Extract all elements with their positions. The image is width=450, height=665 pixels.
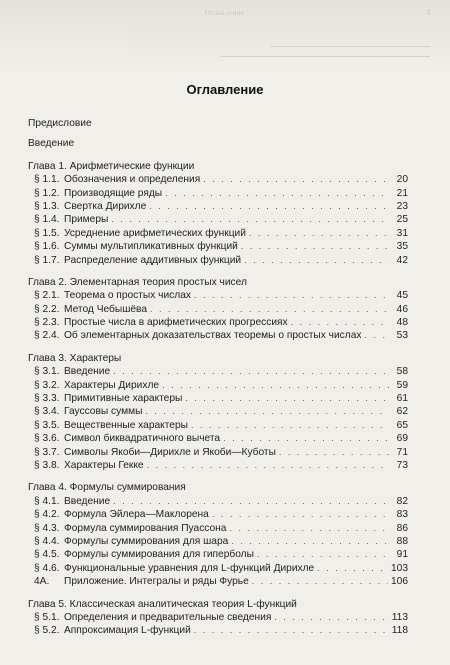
section-number: § 4.1.: [34, 495, 60, 507]
bleed-through-area: [0, 0, 450, 70]
toc-entry: [28, 317, 408, 330]
section-title: Введение: [64, 495, 111, 507]
page-number: 21: [396, 187, 408, 199]
page-number: 20: [396, 174, 408, 186]
front-matter-entry: [28, 118, 408, 131]
section-number: § 5.1.: [34, 611, 60, 623]
section-title: Формула суммирования Пуассона: [64, 522, 227, 534]
toc-entry: [28, 563, 408, 576]
toc-entry: [28, 549, 408, 562]
section-label: [34, 576, 249, 587]
chapter-title: Глава 1. Арифметические функции: [28, 160, 195, 172]
page-number: 118: [391, 625, 408, 637]
page-number: 65: [396, 419, 408, 431]
section-number: § 2.1.: [34, 290, 60, 302]
section-number: § 1.5.: [34, 227, 60, 239]
page-number: 48: [396, 317, 408, 329]
toc-entry: [28, 612, 408, 625]
toc-entry: [28, 536, 408, 549]
section-label: [34, 241, 238, 252]
section-title: Распределение аддитивных функций: [64, 254, 242, 266]
page-number: 59: [396, 379, 408, 391]
section-label: [34, 174, 200, 185]
toc-entry: [28, 576, 408, 589]
section-label: [34, 509, 209, 520]
chapter-title: Глава 5. Классическая аналитическая теория L-функций: [28, 598, 297, 610]
section-label: [34, 460, 144, 471]
section-number: § 2.3.: [34, 317, 60, 329]
spacer: [28, 152, 408, 161]
section-number: § 4.4.: [34, 535, 60, 547]
section-label: [34, 188, 162, 199]
section-label: [34, 406, 142, 417]
toc-entry: [28, 509, 408, 522]
page-number: 25: [396, 214, 408, 226]
dot-leader: [249, 228, 389, 238]
spacer: [28, 639, 408, 648]
chapter-title: Глава 4. Формулы суммирования: [28, 482, 186, 494]
toc-entry: [28, 625, 408, 638]
section-title: Примитивные характеры: [64, 393, 183, 405]
section-title: Обозначения и определения: [64, 174, 201, 186]
section-label: [34, 201, 146, 212]
section-title: Производящие ряды: [64, 187, 163, 199]
section-number: 4A.: [34, 576, 50, 588]
section-number: § 1.2.: [34, 187, 60, 199]
chapter-heading: [28, 161, 408, 174]
page-number: 58: [396, 366, 408, 378]
section-title: Формула Эйлера—Маклорена: [64, 509, 209, 521]
section-label: [34, 228, 246, 239]
section-title: Теорема о простых числах: [64, 290, 191, 302]
section-title: Об элементарных доказательствах теоремы о простых числах: [64, 330, 362, 342]
section-number: § 3.5.: [34, 419, 60, 431]
section-label: [34, 625, 191, 636]
section-label: [34, 523, 226, 534]
dot-leader: [244, 255, 389, 265]
bleed-line: [270, 46, 430, 47]
dot-leader: [149, 201, 389, 211]
section-title: Символ биквадратичного вычета: [64, 433, 221, 445]
dot-leader: [165, 188, 389, 198]
section-label: [34, 393, 182, 404]
section-title: Свертка Дирихле: [64, 200, 147, 212]
section-label: [34, 549, 254, 560]
toc-entry: [28, 366, 408, 379]
dot-leader: [257, 549, 389, 559]
section-title: Формулы суммирования для шара: [64, 535, 229, 547]
toc-entry: [28, 330, 408, 343]
dot-leader: [194, 625, 389, 635]
section-label: [34, 255, 241, 266]
section-title: Символы Якоби—Дирихле и Якоби—Куботы: [64, 446, 276, 458]
toc-entry: [28, 255, 408, 268]
page-number: 88: [396, 535, 408, 547]
chapter-title: Глава 3. Характеры: [28, 352, 122, 364]
section-number: § 3.6.: [34, 433, 60, 445]
page-number: 45: [396, 290, 408, 302]
chapter-heading: [28, 353, 408, 366]
toc-entry: [28, 523, 408, 536]
section-number: § 3.8.: [34, 459, 60, 471]
section-title: Гауссовы суммы: [64, 406, 143, 418]
toc-entry: [28, 447, 408, 460]
toc-entry: [28, 496, 408, 509]
toc-entry: [28, 460, 408, 473]
section-number: § 4.6.: [34, 562, 60, 574]
section-number: § 2.4.: [34, 330, 60, 342]
section-label: [34, 304, 147, 315]
dot-leader: [185, 393, 389, 403]
section-number: § 1.3.: [34, 200, 60, 212]
section-title: Аппроксимация L-функций: [64, 625, 191, 637]
section-title: Характеры Гекке: [64, 459, 144, 471]
dot-leader: [150, 304, 389, 314]
section-label: [34, 330, 361, 341]
section-title: Примеры: [64, 214, 109, 226]
section-title: Функциональные уравнения для L-функций Дирихле: [64, 562, 315, 574]
toc-entry: [28, 290, 408, 303]
page-number: 69: [396, 433, 408, 445]
page-number: 23: [396, 200, 408, 212]
section-number: § 1.6.: [34, 241, 60, 253]
section-label: [34, 420, 188, 431]
page-number: 62: [396, 406, 408, 418]
section-title: Формулы суммирования для гиперболы: [64, 549, 254, 561]
page-number: 82: [396, 495, 408, 507]
spacer: [28, 131, 408, 138]
dot-leader: [229, 523, 389, 533]
dot-leader: [291, 317, 389, 327]
section-label: [34, 433, 220, 444]
section-label: [34, 563, 314, 574]
section-title: Введение: [64, 366, 111, 378]
dot-leader: [279, 447, 389, 457]
section-number: § 4.3.: [34, 522, 60, 534]
toc-entry: [28, 214, 408, 227]
section-number: § 4.5.: [34, 549, 60, 561]
chapter-heading: [28, 482, 408, 495]
toc-entry: [28, 241, 408, 254]
dot-leader: [317, 563, 388, 573]
page-number: 73: [396, 459, 408, 471]
running-header-text: Оглавление: [205, 9, 245, 17]
page-number: 113: [391, 611, 408, 623]
section-number: § 2.2.: [34, 303, 60, 315]
section-title: Простые числа в арифметических прогрессиях: [64, 317, 288, 329]
dot-leader: [162, 380, 389, 390]
dot-leader: [113, 496, 389, 506]
toc-entry: [28, 201, 408, 214]
page-title: Оглавление: [186, 82, 264, 97]
section-label: [34, 536, 228, 547]
toc-entry: [28, 393, 408, 406]
section-title: Вещественные характеры: [64, 419, 188, 431]
page-number: 71: [396, 446, 408, 458]
chapter-heading: [28, 599, 408, 612]
section-title: Усреднение арифметических функций: [64, 227, 246, 239]
page-number: 86: [396, 522, 408, 534]
dot-leader: [191, 420, 389, 430]
dot-leader: [212, 509, 389, 519]
section-number: § 3.7.: [34, 446, 60, 458]
front-matter-entry: [28, 138, 408, 151]
section-number: § 4.2.: [34, 509, 60, 521]
section-label: [34, 290, 191, 301]
section-number: § 1.7.: [34, 254, 60, 266]
section-number: § 3.3.: [34, 393, 60, 405]
section-label: [34, 380, 159, 391]
chapter-heading: [28, 277, 408, 290]
toc-entry: [28, 433, 408, 446]
page-number: 91: [396, 549, 408, 561]
running-header: [20, 8, 430, 18]
toc-entry: [28, 228, 408, 241]
dot-leader: [147, 460, 389, 470]
dot-leader: [364, 330, 389, 340]
chapter-title: Глава 2. Элементарная теория простых чисел: [28, 276, 247, 288]
section-label: [34, 317, 288, 328]
running-header-page-number: 5: [426, 9, 430, 17]
page-number: 35: [396, 241, 408, 253]
dot-leader: [252, 576, 388, 586]
dot-leader: [241, 241, 389, 251]
dot-leader: [203, 174, 389, 184]
spacer: [28, 344, 408, 353]
section-label: [34, 447, 276, 458]
section-title: Суммы мультипликативных функций: [64, 241, 238, 253]
page-number: 83: [396, 509, 408, 521]
section-label: [34, 496, 110, 507]
page-number: 61: [396, 393, 408, 405]
entry-title: Введение: [28, 138, 75, 150]
dot-leader: [194, 290, 389, 300]
section-number: § 1.1.: [34, 174, 60, 186]
page-number: 106: [391, 576, 408, 588]
entry-title: Предисловие: [28, 118, 92, 129]
section-title: Метод Чебышёва: [64, 303, 147, 315]
toc-entry: [28, 406, 408, 419]
page-number: 53: [396, 330, 408, 342]
page-number: 103: [391, 562, 408, 574]
dot-leader: [111, 214, 389, 224]
section-title: Определения и предварительные сведения: [64, 611, 272, 623]
section-number: § 5.2.: [34, 625, 60, 637]
dot-leader: [113, 366, 389, 376]
toc-entry: [28, 188, 408, 201]
section-number: § 3.2.: [34, 379, 60, 391]
table-of-contents: [28, 118, 408, 648]
dot-leader: [223, 433, 389, 443]
toc-entry: [28, 174, 408, 187]
spacer: [28, 268, 408, 277]
page-number: 46: [396, 303, 408, 315]
section-number: § 3.1.: [34, 366, 60, 378]
page-number: 42: [396, 254, 408, 266]
section-title: Приложение. Интегралы и ряды Фурье: [64, 576, 249, 588]
spacer: [28, 473, 408, 482]
toc-entry: [28, 304, 408, 317]
section-title: Характеры Дирихле: [64, 379, 160, 391]
section-number: § 1.4.: [34, 214, 60, 226]
spacer: [28, 590, 408, 599]
dot-leader: [274, 612, 388, 622]
toc-entry: [28, 380, 408, 393]
section-label: [34, 366, 110, 377]
toc-entry: [28, 420, 408, 433]
section-label: [34, 214, 108, 225]
section-number: § 3.4.: [34, 406, 60, 418]
dot-leader: [231, 536, 389, 546]
section-label: [34, 612, 271, 623]
bleed-line: [220, 56, 430, 57]
page-number: 31: [396, 227, 408, 239]
dot-leader: [145, 406, 389, 416]
